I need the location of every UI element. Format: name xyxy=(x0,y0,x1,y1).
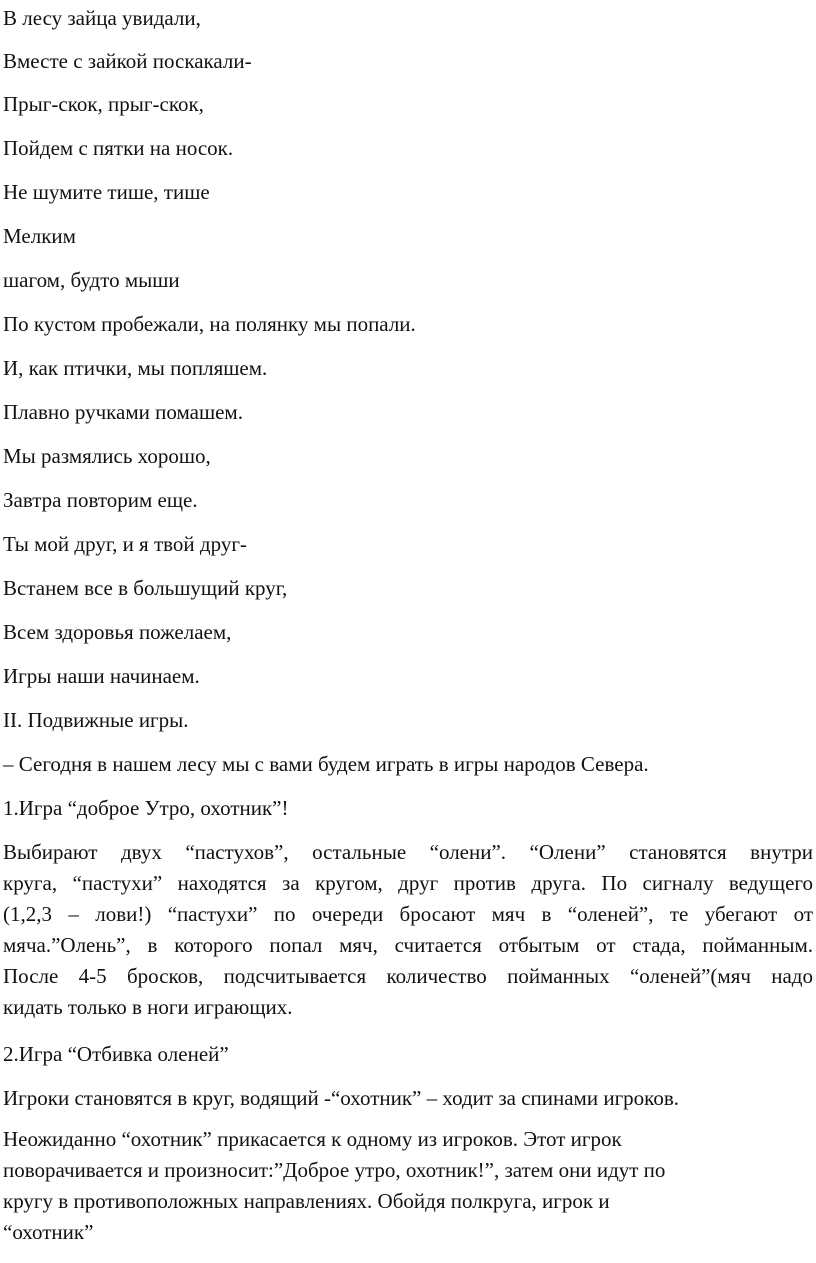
game1-description xyxy=(3,837,813,1023)
game2-title: 2.Игра “Отбивка оленей” xyxy=(3,1042,229,1066)
paragraph-line: поворачивается и произносит:”Доброе утро, охотник!”, затем они идут по xyxy=(3,1158,666,1182)
section-heading: II. Подвижные игры. xyxy=(3,708,189,732)
intro-text: – Сегодня в нашем лесу мы с вами будем играть в игры народов Севера. xyxy=(3,752,649,776)
poem-line: И, как птички, мы попляшем. xyxy=(3,356,268,380)
paragraph-line: Выбирают двух “пастухов”, остальные “олени”. “Олени” становятся внутри xyxy=(3,840,813,864)
poem-line: Всем здоровья пожелаем, xyxy=(3,620,232,644)
game1-title: 1.Игра “доброе Утро, охотник”! xyxy=(3,796,289,820)
poem-line: Встанем все в большущий круг, xyxy=(3,576,288,600)
game2-rules-line: Игроки становятся в круг, водящий -“охотник” – ходит за спинами игроков. xyxy=(3,1086,679,1110)
paragraph-line: (1,2,3 – лови!) “пастухи” по очереди бросают мяч в “оленей”, те убегают от xyxy=(3,902,813,926)
poem-line: Плавно ручками помашем. xyxy=(3,400,243,424)
poem-line: Вместе с зайкой поскакали- xyxy=(3,49,252,73)
poem-line: В лесу зайца увидали, xyxy=(3,6,201,30)
paragraph-line: Неожиданно “охотник” прикасается к одному из игроков. Этот игрок xyxy=(3,1127,622,1151)
poem-line: Мы размялись хорошо, xyxy=(3,444,211,468)
poem-line: Ты мой друг, и я твой друг- xyxy=(3,532,247,556)
poem-line: Прыг-скок, прыг-скок, xyxy=(3,92,204,116)
game2-description xyxy=(3,1124,813,1248)
paragraph-line: После 4-5 бросков, подсчитывается количество пойманных “оленей”(мяч надо xyxy=(3,964,813,988)
poem-line: Завтра повторим еще. xyxy=(3,488,198,512)
poem-line: По кустом пробежали, на полянку мы попали. xyxy=(3,312,416,336)
paragraph-line: круга, “пастухи” находятся за кругом, друг против друга. По сигналу ведущего xyxy=(3,871,813,895)
paragraph-line: мяча.”Олень”, в которого попал мяч, считается отбытым от стада, пойманным. xyxy=(3,933,813,957)
paragraph-line: “охотник” xyxy=(3,1220,94,1244)
poem-line: Пойдем с пятки на носок. xyxy=(3,136,234,160)
poem-line: Игры наши начинаем. xyxy=(3,664,200,688)
poem-line: Не шумите тише, тише xyxy=(3,180,210,204)
poem-line: шагом, будто мыши xyxy=(3,268,180,292)
paragraph-line: кругу в противоположных направлениях. Обойдя полкруга, игрок и xyxy=(3,1189,610,1213)
poem-line: Мелким xyxy=(3,224,76,248)
paragraph-line: кидать только в ноги играющих. xyxy=(3,995,293,1019)
